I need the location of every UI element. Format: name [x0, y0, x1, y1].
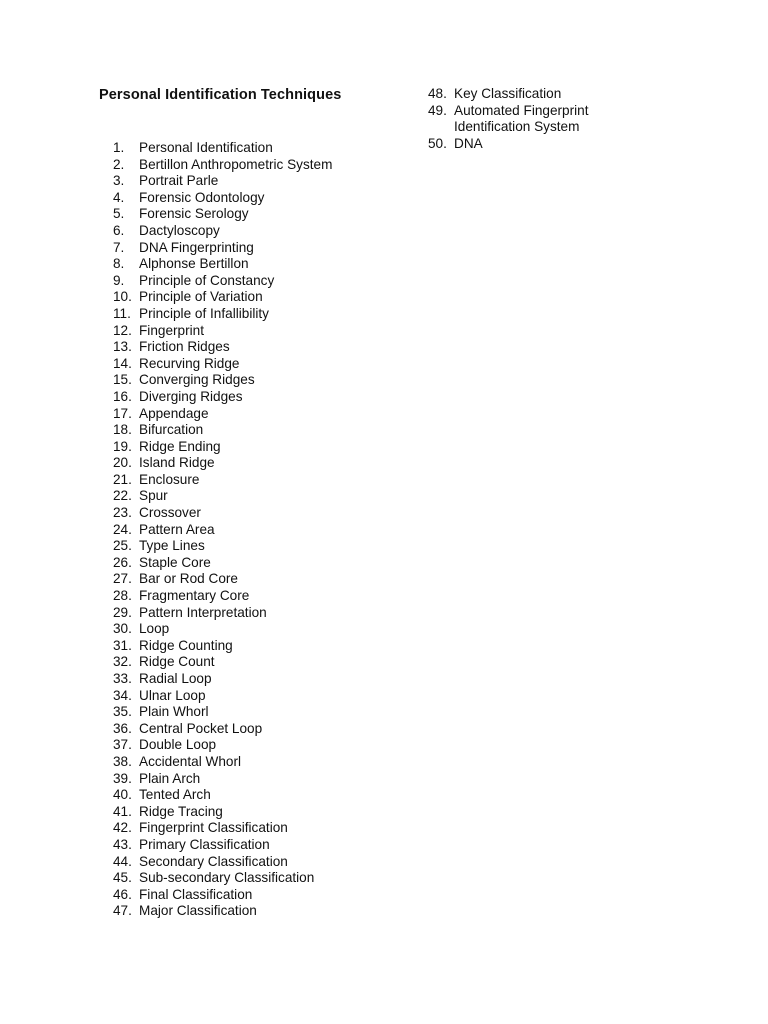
list-item [113, 522, 413, 539]
item-number: 24. [113, 521, 132, 537]
list-item [428, 136, 688, 153]
item-number: 47. [113, 903, 132, 919]
item-term: Spur [139, 488, 168, 504]
item-term: Personal Identification [139, 140, 273, 155]
item-term: Forensic Odontology [139, 189, 265, 205]
item-term: DNA [454, 135, 483, 151]
item-term: DNA Fingerprinting [139, 239, 254, 255]
item-term: Fingerprint [139, 322, 204, 338]
item-term: Diverging Ridges [139, 388, 243, 404]
item-term: Plain Arch [139, 770, 201, 786]
item-number: 40. [113, 787, 132, 803]
item-number: 26. [113, 554, 132, 570]
item-number: 49. [428, 102, 447, 118]
item-term: Type Lines [139, 538, 205, 554]
list-item [113, 837, 413, 854]
item-number: 5. [113, 206, 125, 222]
item-number: 12. [113, 322, 132, 338]
item-number: 45. [113, 870, 132, 886]
item-term: Major Classification [139, 903, 257, 919]
item-number: 15. [113, 372, 132, 388]
list-item [113, 654, 413, 671]
item-term: Automated Fingerprint Identification System [454, 102, 589, 135]
item-term: Bar or Rod Core [139, 571, 238, 587]
list-item [113, 787, 413, 804]
item-term: Bertillon Anthropometric System [139, 156, 333, 172]
list-item [113, 439, 413, 456]
term-list-column-2 [428, 86, 688, 152]
item-number: 32. [113, 654, 132, 670]
item-number: 7. [113, 239, 125, 255]
item-term: Portrait Parle [139, 173, 219, 189]
list-item [113, 704, 413, 721]
list-item [113, 737, 413, 754]
item-term: Loop [139, 621, 170, 637]
item-term: Forensic Serology [139, 206, 249, 222]
item-number: 31. [113, 637, 132, 653]
item-term: Key Classification [454, 86, 562, 101]
item-number: 16. [113, 388, 132, 404]
list-item [113, 240, 413, 257]
list-item [113, 505, 413, 522]
list-item [113, 455, 413, 472]
item-number: 29. [113, 604, 132, 620]
list-item [113, 406, 413, 423]
item-number: 41. [113, 803, 132, 819]
list-item [113, 372, 413, 389]
list-item [113, 555, 413, 572]
item-number: 21. [113, 471, 132, 487]
item-term: Pattern Interpretation [139, 604, 267, 620]
list-item [113, 671, 413, 688]
list-item [113, 771, 413, 788]
item-number: 1. [113, 140, 125, 155]
item-term: Principle of Infallibility [139, 305, 269, 321]
item-number: 42. [113, 820, 132, 836]
page-title: Personal Identification Techniques [99, 87, 342, 103]
item-number: 23. [113, 505, 132, 521]
item-term: Dactyloscopy [139, 222, 220, 238]
item-term: Staple Core [139, 554, 211, 570]
item-term: Ridge Ending [139, 438, 221, 454]
list-item [113, 206, 413, 223]
item-term: Pattern Area [139, 521, 215, 537]
item-term: Secondary Classification [139, 853, 288, 869]
list-item [113, 422, 413, 439]
item-number: 43. [113, 836, 132, 852]
list-item [113, 621, 413, 638]
item-term: Radial Loop [139, 671, 212, 686]
list-item [113, 804, 413, 821]
item-number: 46. [113, 886, 132, 902]
list-item [113, 157, 413, 174]
item-number: 39. [113, 770, 132, 786]
list-item [113, 488, 413, 505]
item-number: 4. [113, 189, 125, 205]
list-item [113, 588, 413, 605]
item-term: Primary Classification [139, 836, 270, 852]
item-number: 13. [113, 339, 132, 355]
list-item [113, 256, 413, 273]
list-item [428, 86, 688, 103]
item-term: Tented Arch [139, 787, 211, 803]
item-term: Plain Whorl [139, 704, 209, 720]
item-number: 3. [113, 173, 125, 189]
item-number: 25. [113, 538, 132, 554]
item-term: Ridge Counting [139, 637, 233, 653]
item-number: 18. [113, 422, 132, 438]
item-number: 27. [113, 571, 132, 587]
list-item [113, 356, 413, 373]
list-item [113, 140, 413, 157]
list-item [113, 605, 413, 622]
item-number: 19. [113, 438, 132, 454]
list-item [113, 870, 413, 887]
list-item [113, 854, 413, 871]
list-item [113, 887, 413, 904]
item-term: Alphonse Bertillon [139, 256, 249, 272]
item-term: Accidental Whorl [139, 753, 241, 769]
item-number: 28. [113, 588, 132, 604]
list-item [113, 389, 413, 406]
list-item [113, 538, 413, 555]
item-number: 20. [113, 455, 132, 471]
item-term: Principle of Variation [139, 289, 263, 305]
item-number: 11. [113, 305, 131, 321]
item-number: 17. [113, 405, 132, 421]
item-term: Friction Ridges [139, 339, 230, 355]
item-term: Fingerprint Classification [139, 820, 288, 836]
item-number: 6. [113, 222, 125, 238]
list-item [113, 688, 413, 705]
list-item [428, 103, 688, 136]
list-item [113, 223, 413, 240]
list-item [113, 903, 413, 920]
item-number: 34. [113, 687, 132, 703]
item-number: 2. [113, 156, 125, 172]
item-number: 10. [113, 289, 132, 305]
item-term: Final Classification [139, 886, 253, 902]
item-term: Fragmentary Core [139, 588, 250, 604]
item-term: Converging Ridges [139, 372, 255, 388]
item-number: 33. [113, 671, 132, 686]
list-item [113, 638, 413, 655]
item-term: Bifurcation [139, 422, 204, 438]
list-item [113, 306, 413, 323]
item-term: Crossover [139, 505, 201, 521]
item-term: Ridge Tracing [139, 803, 223, 819]
item-term: Appendage [139, 405, 209, 421]
item-number: 35. [113, 704, 132, 720]
item-term: Principle of Constancy [139, 272, 275, 288]
list-item [113, 323, 413, 340]
item-number: 14. [113, 355, 132, 371]
item-term: Sub-secondary Classification [139, 870, 315, 886]
item-number: 37. [113, 737, 132, 753]
list-item [113, 289, 413, 306]
item-number: 9. [113, 272, 125, 288]
term-list-column-1 [113, 140, 413, 920]
list-item [113, 754, 413, 771]
list-item [113, 820, 413, 837]
item-term: Double Loop [139, 737, 217, 753]
list-item [113, 571, 413, 588]
item-number: 36. [113, 720, 132, 736]
item-number: 22. [113, 488, 132, 504]
item-number: 8. [113, 256, 125, 272]
item-term: Enclosure [139, 471, 200, 487]
list-item [113, 273, 413, 290]
item-term: Recurving Ridge [139, 355, 240, 371]
list-item [113, 339, 413, 356]
list-item [113, 173, 413, 190]
item-number: 30. [113, 621, 132, 637]
item-number: 38. [113, 753, 132, 769]
item-term: Ridge Count [139, 654, 215, 670]
item-term: Island Ridge [139, 455, 215, 471]
item-term: Ulnar Loop [139, 687, 206, 703]
item-term: Central Pocket Loop [139, 720, 263, 736]
item-number: 50. [428, 135, 447, 151]
item-number: 44. [113, 853, 132, 869]
list-item [113, 472, 413, 489]
list-item [113, 190, 413, 207]
list-item [113, 721, 413, 738]
item-number: 48. [428, 86, 447, 101]
